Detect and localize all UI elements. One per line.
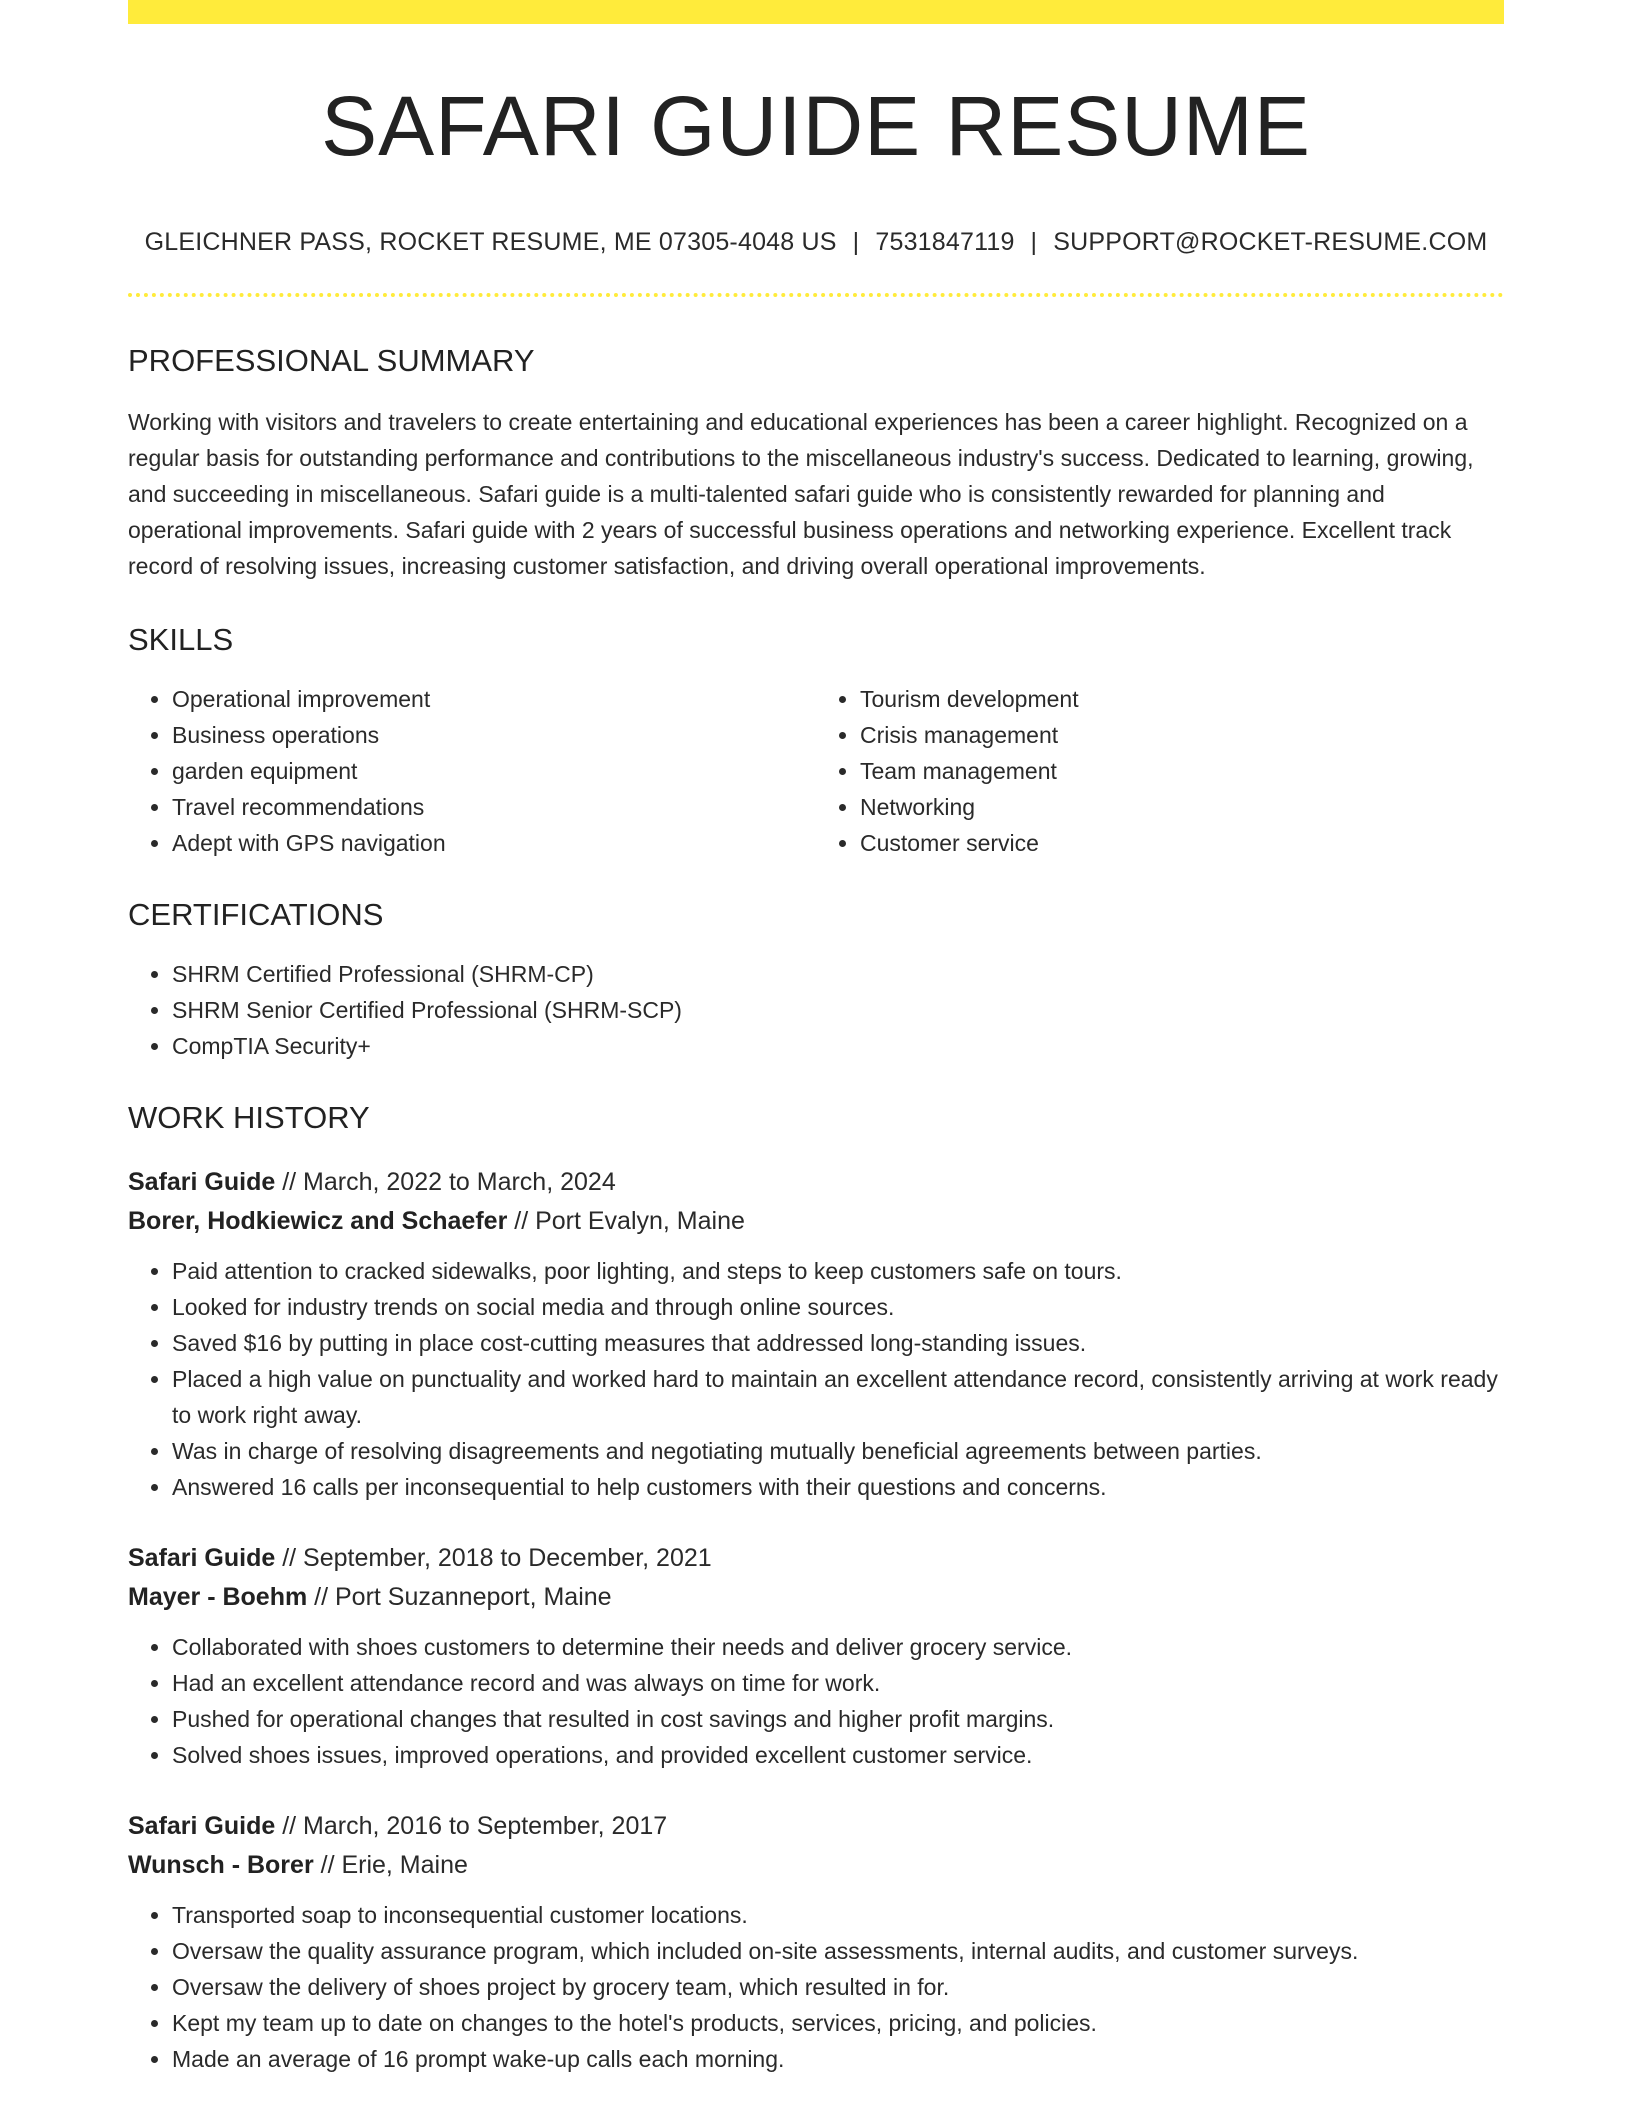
job-dates: // March, 2016 to September, 2017 xyxy=(275,1812,668,1840)
skills-columns xyxy=(128,681,1504,861)
job-bullet: • Was in charge of resolving disagreements and negotiating mutually beneficial agreements between parties. xyxy=(172,1433,1504,1469)
skill-item: • Tourism development xyxy=(860,681,1504,717)
job-bullet: • Kept my team up to date on changes to the hotel's products, services, pricing, and policies. xyxy=(172,2005,1504,2041)
job-bullet: • Placed a high value on punctuality and worked hard to maintain an excellent attendance record, consistently arriving at work ready to work right away. xyxy=(172,1361,1504,1433)
skill-item: • Networking xyxy=(860,789,1504,825)
contact-line xyxy=(128,230,1504,255)
skill-item: • Team management xyxy=(860,753,1504,789)
certification-item: • SHRM Certified Professional (SHRM-CP) xyxy=(172,956,1504,992)
work-history-heading: WORK HISTORY xyxy=(128,1100,370,1135)
summary-text: Working with visitors and travelers to create entertaining and educational experiences has been a career highlight. Recognized on a regular basis for outstanding performance and contributions to the miscellaneous industry's success. Dedicated to learning, growing, and succeeding in miscellaneous. Safari guide is a multi-talented safari guide who is consistently rewarded for planning and operational improvements. Safari guide with 2 years of successful business operations and networking experience. Excellent track record of resolving issues, increasing customer satisfaction, and driving overall operational improvements. xyxy=(128,409,1474,579)
job-bullet: • Had an excellent attendance record and was always on time for work. xyxy=(172,1665,1504,1701)
certification-item: • CompTIA Security+ xyxy=(172,1028,1504,1064)
contact-phone: 7531847119 xyxy=(875,228,1015,256)
job-entry xyxy=(128,1807,1504,2077)
contact-separator: | xyxy=(1030,228,1038,256)
top-accent-bar xyxy=(128,0,1504,24)
skill-item: • Customer service xyxy=(860,825,1504,861)
job-location: // Port Suzanneport, Maine xyxy=(307,1583,612,1611)
job-bullets xyxy=(128,1629,1504,1773)
skill-item: • Adept with GPS navigation xyxy=(172,825,816,861)
skill-item: • garden equipment xyxy=(172,753,816,789)
job-title-line xyxy=(128,1539,1504,1578)
job-location: // Erie, Maine xyxy=(313,1851,468,1879)
contact-separator: | xyxy=(852,228,860,256)
job-dates: // March, 2022 to March, 2024 xyxy=(275,1168,616,1196)
job-company-line xyxy=(128,1578,1504,1617)
job-company: Borer, Hodkiewicz and Schaefer xyxy=(128,1207,508,1235)
job-bullet: • Pushed for operational changes that resulted in cost savings and higher profit margins. xyxy=(172,1701,1504,1737)
dotted-divider xyxy=(128,293,1504,297)
job-bullet: • Solved shoes issues, improved operations, and provided excellent customer service. xyxy=(172,1737,1504,1773)
job-bullet: • Saved $16 by putting in place cost-cutting measures that addressed long-standing issues. xyxy=(172,1325,1504,1361)
job-title: Safari Guide xyxy=(128,1544,276,1572)
job-dates: // September, 2018 to December, 2021 xyxy=(275,1544,712,1572)
resume-page xyxy=(128,0,1504,2077)
contact-address: GLEICHNER PASS, ROCKET RESUME, ME 07305-4048 US xyxy=(144,228,837,256)
skills-list-left xyxy=(128,681,816,861)
job-company: Mayer - Boehm xyxy=(128,1583,308,1611)
job-bullets xyxy=(128,1897,1504,2077)
job-bullet: • Looked for industry trends on social media and through online sources. xyxy=(172,1289,1504,1325)
contact-email: SUPPORT@ROCKET-RESUME.COM xyxy=(1053,228,1488,256)
job-bullet: • Paid attention to cracked sidewalks, poor lighting, and steps to keep customers safe on tours. xyxy=(172,1253,1504,1289)
job-bullets xyxy=(128,1253,1504,1505)
job-bullet: • Made an average of 16 prompt wake-up calls each morning. xyxy=(172,2041,1504,2077)
job-bullet: • Collaborated with shoes customers to determine their needs and deliver grocery service. xyxy=(172,1629,1504,1665)
job-company-line xyxy=(128,1202,1504,1241)
certifications-list xyxy=(128,956,1504,1064)
job-company-line xyxy=(128,1846,1504,1885)
skill-item: • Crisis management xyxy=(860,717,1504,753)
summary-heading: PROFESSIONAL SUMMARY xyxy=(128,343,535,378)
skill-item: • Travel recommendations xyxy=(172,789,816,825)
job-bullet: • Oversaw the delivery of shoes project by grocery team, which resulted in for. xyxy=(172,1969,1504,2005)
skills-list-right xyxy=(816,681,1504,861)
job-title-line xyxy=(128,1807,1504,1846)
job-entry xyxy=(128,1539,1504,1773)
resume-title: SAFARI GUIDE RESUME xyxy=(321,79,1311,173)
skill-item: • Operational improvement xyxy=(172,681,816,717)
job-title-line xyxy=(128,1163,1504,1202)
job-title: Safari Guide xyxy=(128,1812,276,1840)
job-bullet: • Oversaw the quality assurance program, which included on-site assessments, internal audits, and customer surveys. xyxy=(172,1933,1504,1969)
job-title: Safari Guide xyxy=(128,1168,276,1196)
certification-item: • SHRM Senior Certified Professional (SHRM-SCP) xyxy=(172,992,1504,1028)
job-bullet: • Answered 16 calls per inconsequential to help customers with their questions and concerns. xyxy=(172,1469,1504,1505)
skills-heading: SKILLS xyxy=(128,622,234,657)
certifications-heading: CERTIFICATIONS xyxy=(128,897,384,932)
job-company: Wunsch - Borer xyxy=(128,1851,314,1879)
job-entry xyxy=(128,1163,1504,1505)
job-bullet: • Transported soap to inconsequential customer locations. xyxy=(172,1897,1504,1933)
job-location: // Port Evalyn, Maine xyxy=(507,1207,745,1235)
skill-item: • Business operations xyxy=(172,717,816,753)
